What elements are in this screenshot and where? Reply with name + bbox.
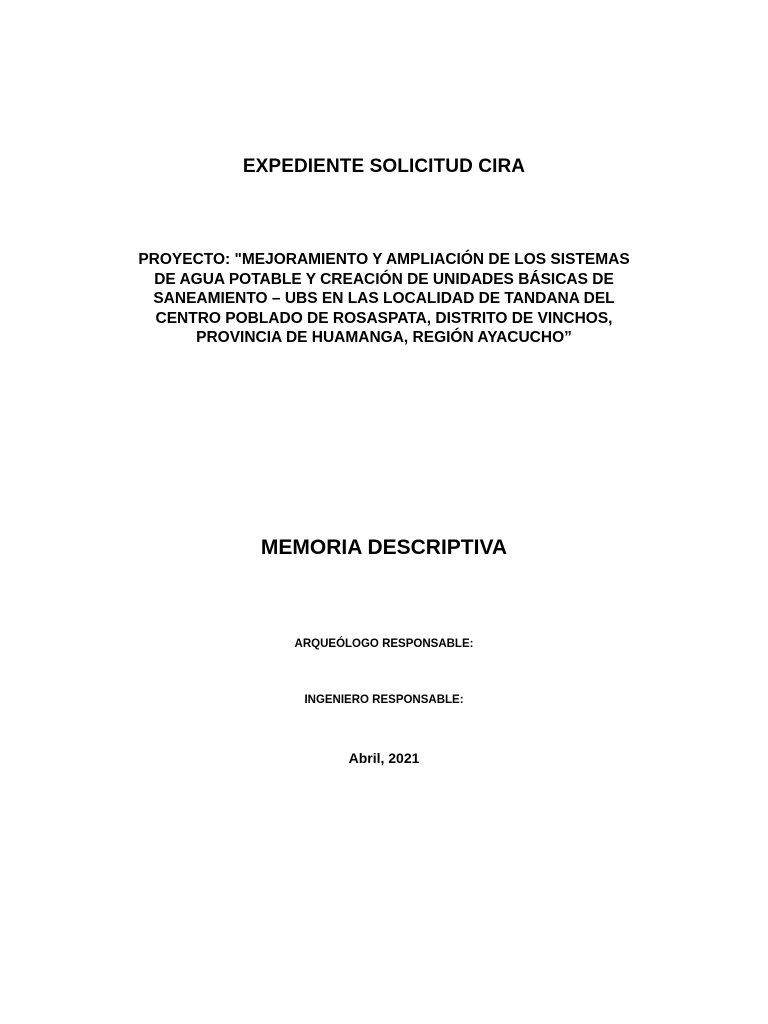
document-title: EXPEDIENTE SOLICITUD CIRA <box>242 156 526 177</box>
archaeologist-label: ARQUEÓLOGO RESPONSABLE: <box>294 638 474 650</box>
project-line: DE AGUA POTABLE Y CREACIÓN DE UNIDADES BÁSICAS DE <box>154 270 614 288</box>
project-line: PROVINCIA DE HUAMANGA, REGIÓN AYACUCHO” <box>196 329 572 346</box>
project-line: SANEAMIENTO – UBS EN LAS LOCALIDAD DE TANDANA DEL <box>153 290 615 307</box>
document-date: Abril, 2021 <box>348 750 420 766</box>
section-title: MEMORIA DESCRIPTIVA <box>260 536 508 559</box>
engineer-label: INGENIERO RESPONSABLE: <box>304 694 464 706</box>
project-line: CENTRO POBLADO DE ROSASPATA, DISTRITO DE VINCHOS, <box>155 309 613 327</box>
project-description <box>84 250 684 348</box>
project-line: PROYECTO: "MEJORAMIENTO Y AMPLIACIÓN DE LOS SISTEMAS <box>138 251 630 268</box>
